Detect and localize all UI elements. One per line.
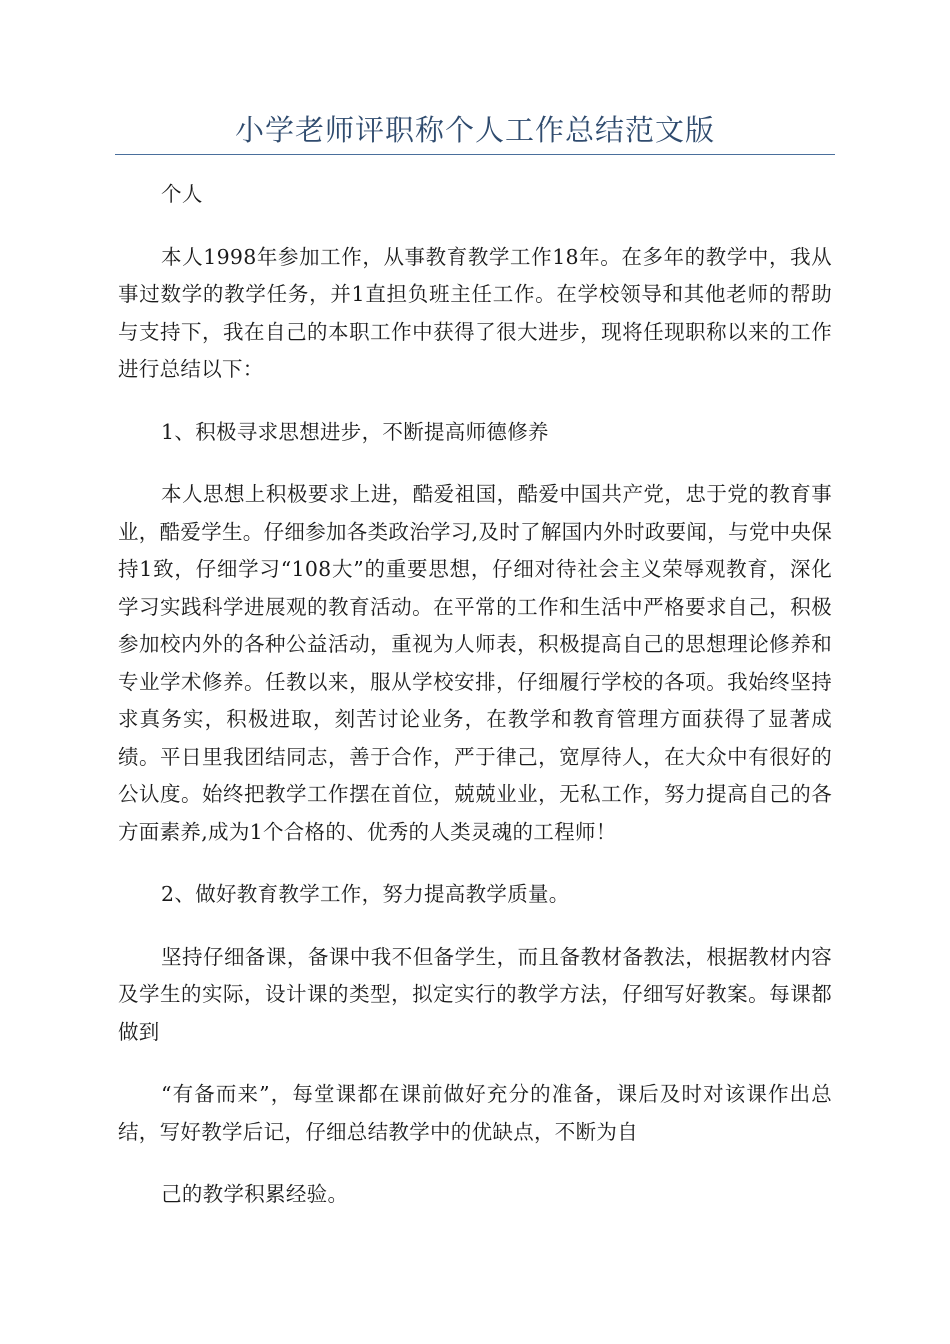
title-underline (115, 154, 835, 155)
paragraph-5: “有备而来”，每堂课都在课前做好充分的准备，课后及时对该课作出总结，写好教学后记，仔细总结教学中的优缺点，不断为自 (118, 1082, 832, 1144)
document-body (118, 176, 832, 1239)
paragraph-3: 本人思想上积极要求上进，酷爱祖国，酷爱中国共产党，忠于党的教育事业，酷爱学生。仔细参加各类政治学习,及时了解国内外时政要闻，与党中央保持1致，仔细学习“108大”的重要思想，仔细对待社会主义荣辱观教育，深化学习实践科学进展观的教育活动。在平常的工作和生活中严格要求自己，积极参加校内外的各种公益活动，重视为人师表，积极提高自己的思想理论修养和专业学术修养。任教以来，服从学校安排，仔细履行学校的各项。我始终坚持求真务实，积极进取，刻苦讨论业务，在教学和教育管理方面获得了显著成绩。平日里我团结同志，善于合作，严于律己，宽厚待人，在大众中有很好的公认度。始终把教学工作摆在首位，兢兢业业，无私工作，努力提高自己的各方面素养,成为1个合格的、优秀的人类灵魂的工程师！ (118, 482, 833, 844)
paragraph-2: 本人1998年参加工作，从事教育教学工作18年。在多年的教学中，我从事过数学的教学任务，并1直担负班主任工作。在学校领导和其他老师的帮助与支持下，我在自己的本职工作中获得了很大进步，现将任现职称以来的工作进行总结以下： (118, 244, 832, 381)
paragraph-1: 个人 (161, 182, 203, 206)
section-heading-1: 1、积极寻求思想进步，不断提高师德修养 (161, 419, 549, 444)
section-heading-2: 2、做好教育教学工作，努力提高教学质量。 (161, 882, 570, 906)
paragraph-4: 坚持仔细备课，备课中我不但备学生，而且备教材备教法，根据教材内容及学生的实际，设计课的类型，拟定实行的教学方法，仔细写好教案。每课都做到 (118, 944, 832, 1044)
paragraph-6: 己的教学积累经验。 (161, 1182, 349, 1206)
document-title: 小学老师评职称个人工作总结范文版 (234, 113, 715, 147)
